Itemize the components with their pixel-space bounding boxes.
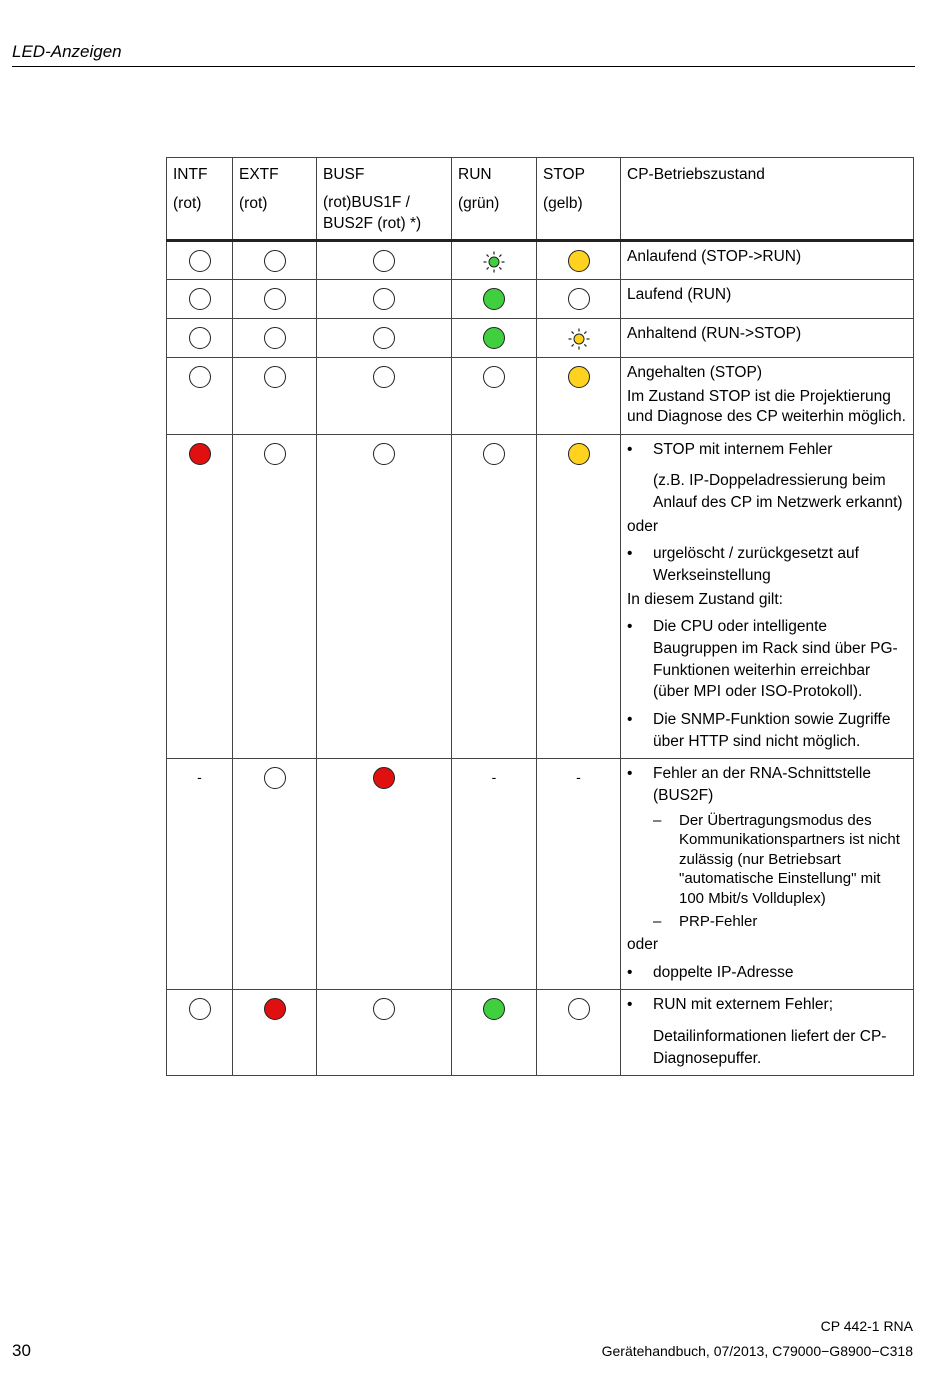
footer-manual: Gerätehandbuch, 07/2013, C79000−G8900−C318 — [601, 1343, 913, 1359]
led-red-icon — [373, 767, 395, 789]
col-header-line: (rot)BUS1F / BUS2F (rot) *) — [323, 193, 422, 232]
led-cell — [452, 318, 537, 357]
led-cell — [317, 318, 452, 357]
led-cell — [317, 990, 452, 1076]
bullet-marker: • — [627, 963, 633, 981]
led-cell — [167, 279, 233, 318]
led-cell — [537, 240, 621, 279]
led-off-icon — [264, 366, 286, 388]
table-row — [167, 357, 914, 434]
page-number: 30 — [12, 1341, 31, 1360]
bullet-subtext: Detailinformationen liefert der CP-Diagnosepuffer. — [653, 1027, 887, 1067]
intro-text: In diesem Zustand gilt: — [627, 590, 783, 608]
table-row — [167, 318, 914, 357]
led-cell — [537, 279, 621, 318]
col-header-stop — [537, 158, 621, 241]
bullet-item — [627, 616, 907, 703]
dash-item — [627, 811, 907, 909]
led-green-icon — [483, 327, 505, 349]
state-note: Im Zustand STOP ist die Projektierung und Diagnose des CP weiterhin möglich. — [627, 388, 906, 426]
led-cell — [233, 279, 317, 318]
led-flashing-icon — [482, 250, 506, 274]
bullet-marker: • — [627, 545, 633, 563]
bullet-item — [627, 962, 907, 984]
col-header-line: CP-Betriebszustand — [627, 166, 765, 183]
led-cell — [537, 357, 621, 434]
led-cell — [452, 759, 537, 990]
bullet-marker: • — [627, 618, 633, 636]
col-header-line: (rot) — [239, 194, 268, 212]
led-cell — [233, 759, 317, 990]
bullet-marker: • — [627, 711, 633, 729]
table-header-row — [167, 158, 914, 241]
led-off-icon — [264, 767, 286, 789]
bullet-text: Fehler an der RNA-Schnittstelle (BUS2F) — [653, 765, 871, 805]
state-description — [621, 990, 914, 1076]
state-description — [621, 279, 914, 318]
state-text: Angehalten (STOP) — [627, 363, 762, 381]
col-header-extf — [233, 158, 317, 241]
led-cell — [233, 240, 317, 279]
led-cell — [537, 434, 621, 759]
led-off-icon — [189, 327, 211, 349]
table-row — [167, 990, 914, 1076]
led-off-icon — [483, 366, 505, 388]
state-description — [621, 434, 914, 759]
led-off-icon — [189, 288, 211, 310]
bullet-marker: • — [627, 996, 633, 1014]
state-description — [621, 759, 914, 990]
state-text: Anlaufend (STOP->RUN) — [627, 247, 802, 265]
led-cell — [537, 990, 621, 1076]
led-cell — [233, 990, 317, 1076]
bullet-text: RUN mit externem Fehler; — [653, 996, 834, 1014]
led-off-icon — [373, 250, 395, 272]
bullet-text: Die CPU oder intelligente Baugruppen im Rack sind über PG-Funktionen weiterhin erreichbar (über MPI oder ISO-Protokoll). — [653, 618, 898, 701]
led-green-icon — [483, 288, 505, 310]
led-cell — [233, 318, 317, 357]
led-cell — [452, 434, 537, 759]
bullet-text: urgelöscht / zurückgesetzt auf Werkseinstellung — [653, 545, 859, 584]
led-off-icon — [568, 288, 590, 310]
led-off-icon — [373, 288, 395, 310]
bullet-item — [627, 543, 907, 586]
led-off-icon — [373, 327, 395, 349]
led-off-icon — [189, 250, 211, 272]
oder-text: oder — [627, 517, 659, 535]
led-off-icon — [189, 998, 211, 1020]
col-header-state — [621, 158, 914, 241]
page-header-title: LED-Anzeigen — [12, 42, 122, 61]
led-off-icon — [264, 443, 286, 465]
table-row — [167, 240, 914, 279]
led-cell — [167, 240, 233, 279]
table-row — [167, 434, 914, 759]
led-cell — [537, 759, 621, 990]
led-cell — [317, 240, 452, 279]
led-off-icon — [373, 443, 395, 465]
col-header-line: (gelb) — [543, 194, 583, 212]
footer-product: CP 442-1 RNA — [820, 1318, 913, 1334]
dash-marker: – — [653, 811, 662, 829]
oder-text: oder — [627, 935, 659, 953]
led-cell — [317, 357, 452, 434]
led-cell — [233, 434, 317, 759]
led-off-icon — [483, 443, 505, 465]
bullet-item — [627, 709, 907, 752]
led-yellow-icon — [568, 250, 590, 272]
bullet-subtext: (z.B. IP-Doppeladressierung beim Anlauf des CP im Netzwerk erkannt) — [653, 472, 903, 511]
no-status-dash: - — [491, 769, 497, 786]
col-header-intf — [167, 158, 233, 241]
led-cell — [317, 434, 452, 759]
dash-marker: – — [653, 913, 662, 931]
led-cell — [452, 279, 537, 318]
led-cell — [452, 240, 537, 279]
led-cell — [452, 357, 537, 434]
col-header-line: RUN — [458, 166, 492, 183]
led-cell — [317, 759, 452, 990]
dash-text: Der Übertragungsmodus des Kommunikationspartners ist nicht zulässig (nur Betriebsart "automatische Einstellung" mit 100 Mbit/s Vollduplex) — [679, 811, 900, 907]
no-status-dash: - — [576, 769, 581, 786]
bullet-text: doppelte IP-Adresse — [653, 963, 794, 981]
led-red-icon — [189, 443, 211, 465]
state-description — [621, 318, 914, 357]
led-green-icon — [483, 998, 505, 1020]
led-off-icon — [373, 366, 395, 388]
bullet-text: STOP mit internem Fehler — [653, 440, 833, 458]
led-cell — [167, 434, 233, 759]
dash-item — [627, 912, 907, 932]
led-cell — [167, 990, 233, 1076]
led-off-icon — [264, 250, 286, 272]
led-cell — [317, 279, 452, 318]
led-off-icon — [189, 366, 211, 388]
col-header-line: (rot) — [173, 194, 202, 212]
led-cell — [537, 318, 621, 357]
bullet-item — [627, 994, 907, 1016]
led-yellow-icon — [568, 443, 590, 465]
bullet-item — [627, 763, 907, 806]
no-status-dash: - — [197, 769, 202, 786]
state-text: Laufend (RUN) — [627, 285, 732, 303]
state-description — [621, 357, 914, 434]
state-description — [621, 240, 914, 279]
led-table — [166, 157, 914, 1076]
bullet-marker: • — [627, 765, 633, 783]
col-header-line: (grün) — [458, 194, 500, 212]
bullet-text: Die SNMP-Funktion sowie Zugriffe über HTTP sind nicht möglich. — [653, 711, 891, 750]
header-rule — [12, 66, 915, 67]
led-off-icon — [264, 327, 286, 349]
col-header-run — [452, 158, 537, 241]
col-header-line: EXTF — [239, 166, 279, 183]
led-cell — [167, 357, 233, 434]
col-header-busf — [317, 158, 452, 241]
col-header-line: INTF — [173, 166, 208, 183]
led-off-icon — [373, 998, 395, 1020]
bullet-marker: • — [627, 440, 633, 458]
led-cell — [233, 357, 317, 434]
led-cell — [167, 759, 233, 990]
led-cell — [167, 318, 233, 357]
led-off-icon — [568, 998, 590, 1020]
col-header-line: BUSF — [323, 166, 365, 183]
led-red-icon — [264, 998, 286, 1020]
bullet-item — [627, 439, 907, 461]
table-row — [167, 759, 914, 990]
led-cell — [452, 990, 537, 1076]
table-row — [167, 279, 914, 318]
col-header-line: STOP — [543, 166, 585, 183]
state-text: Anhaltend (RUN->STOP) — [627, 324, 802, 342]
led-yellow-icon — [568, 366, 590, 388]
led-flashing-icon — [567, 327, 591, 351]
led-off-icon — [264, 288, 286, 310]
dash-text: PRP-Fehler — [679, 913, 758, 931]
